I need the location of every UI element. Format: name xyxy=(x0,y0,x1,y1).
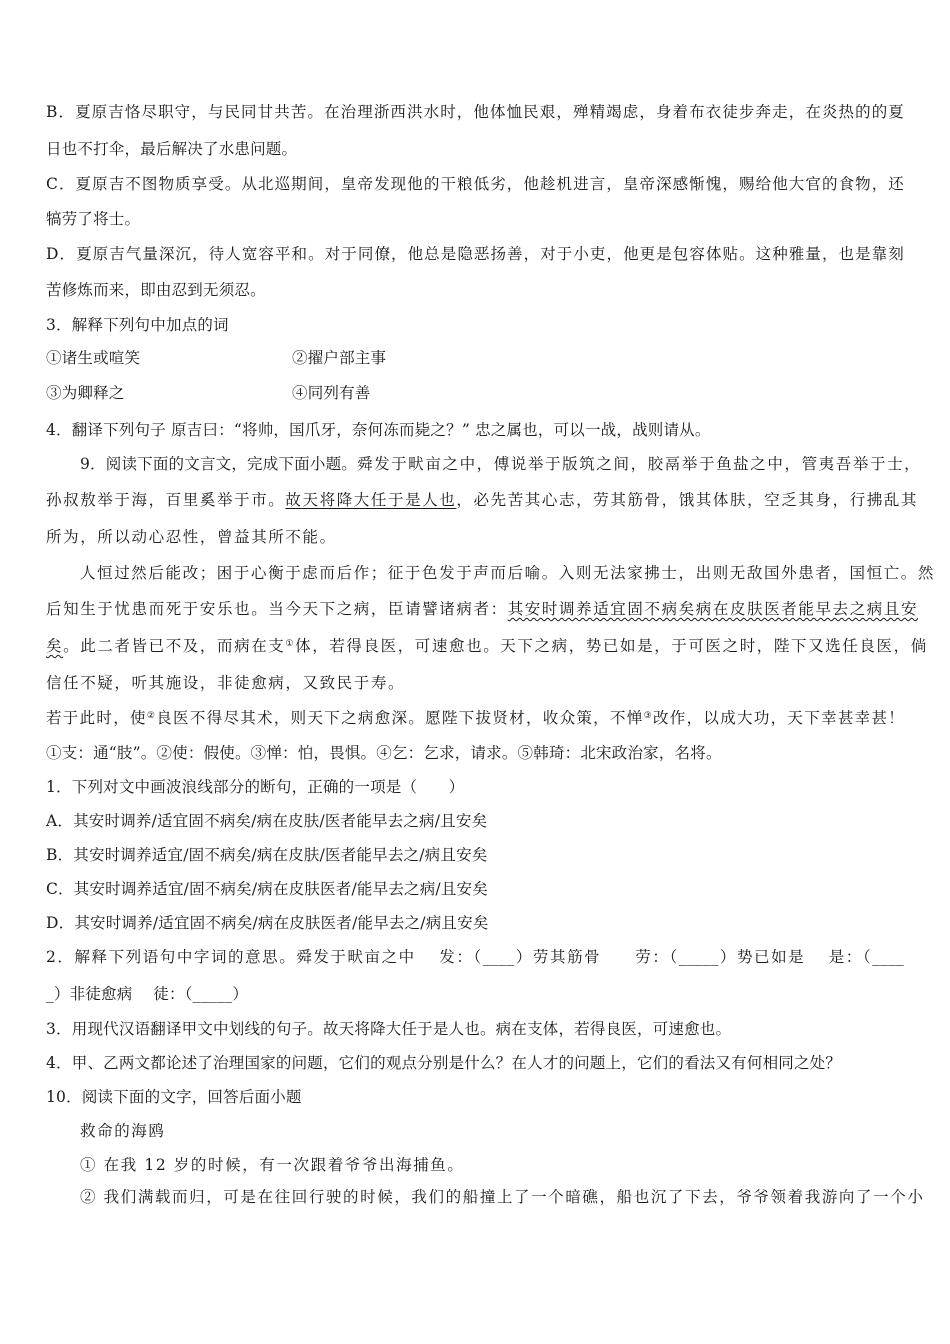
option-a: A．其安时调养/适宜固不病矣/病在皮肤/医者能早去之病/且安矣 xyxy=(46,812,488,830)
passage-a-text: 舜发于畎亩之中，傅说举于版筑之间，胶鬲举于鱼盐之中，管夷吾举于士， xyxy=(356,455,922,473)
article-paragraph-1: ① 在我 12 岁的时候，有一次跟着爷爷出海捕鱼。 xyxy=(80,1156,465,1174)
question-9-intro: 9．阅读下面的文言文，完成下面小题。 xyxy=(80,455,357,473)
wavy-underlined-text: 矣 xyxy=(46,637,64,655)
question-3-item-2: ②擢户部主事 xyxy=(292,349,387,367)
passage-b-line-5 xyxy=(46,708,904,728)
passage-a-line-3: 所为，所以动心忍性，曾益其所不能。 xyxy=(46,528,337,546)
passage-text: 若于此时，使 xyxy=(46,709,147,727)
article-paragraph-2: ② 我们满载而归，可是在往回行驶的时候，我们的船撞上了一个暗礁，船也沉了下去，爷爷领着我游向了一个小 xyxy=(80,1188,925,1206)
question-9-3: 3．用现代汉语翻译甲文中划线的句子。故天将降大任于是人也。病在支体，若得良医，可速愈也。 xyxy=(46,1020,732,1038)
passage-text: 体，若得良医，可速愈也。天下之病，势已如是，于可医之时，陛下又选任良医，倘 xyxy=(295,637,928,655)
option-d-line-2: 苦修炼而来，即由忍到无须忍。 xyxy=(46,281,266,299)
passage-text: 。此二者皆已不及，而病在支 xyxy=(63,637,286,655)
option-c: C．其安时调养适宜/固不病矣/病在皮肤医者/能早去之病/且安矣 xyxy=(46,880,488,898)
question-9-1-prompt: 1．下列对文中画波浪线部分的断句，正确的一项是（ ） xyxy=(46,778,465,796)
passage-text: 良医不得尽其术，则天下之病愈深。愿陛下拔贤材，收众策，不惮 xyxy=(156,709,644,727)
footnote-marker: ② xyxy=(146,711,157,721)
question-3-item-3: ③为卿释之 xyxy=(46,384,125,402)
question-3-prompt: 3．解释下列句中加点的词 xyxy=(46,316,229,334)
passage-text: 孙叔敖举于海，百里奚举于市。 xyxy=(46,491,286,509)
article-title: 救命的海鸥 xyxy=(80,1122,166,1140)
passage-text: 后知生于忧患而死于安乐也。当今天下之病，臣请譬诸病者： xyxy=(46,600,508,618)
passage-text: 改作，以成大功，天下幸甚幸甚！ xyxy=(652,709,904,727)
question-4-prompt: 4．翻译下列句子 原吉曰：“将帅，国爪牙，奈何冻而毙之？” 忠之属也，可以一战，战则请从。 xyxy=(46,421,711,439)
question-9-2-line-2: _）非徒愈病 徒：（_____） xyxy=(46,985,249,1003)
question-10-intro: 10．阅读下面的文字，回答后面小题 xyxy=(46,1088,302,1106)
passage-text: ，必先苦其心志，劳其筋骨，饿其体肤，空乏其身，行拂乱其 xyxy=(456,491,919,509)
question-9-line-1 xyxy=(80,454,922,474)
option-b-line-2: 日也不打伞，最后解决了水患问题。 xyxy=(46,140,298,158)
footnote-marker: ① xyxy=(285,639,296,649)
question-3-item-1: ①诸生或喧笑 xyxy=(46,349,141,367)
footnotes: ①支：通“肢”。②使：假使。③惮：怕，畏惧。④乞：乞求，请求。⑤韩琦：北宋政治家，名将。 xyxy=(46,744,722,762)
question-9-2-line-1: 2．解释下列语句中字词的意思。舜发于畎亩之中 发：（____）劳其筋骨 劳：（_____）势已如是 是：（____ xyxy=(46,948,904,966)
passage-b-line-1: 人恒过然后能改；困于心衡于虑而后作；征于色发于声而后喻。入则无法家拂士，出则无敌国外患者，国恒亡。然 xyxy=(80,564,936,582)
passage-a-line-2 xyxy=(46,490,919,510)
footnote-marker: ③ xyxy=(643,711,653,721)
underlined-sentence: 故天将降大任于是人也 xyxy=(285,491,457,509)
wavy-underlined-text: 其安时调养适宜固不病矣病在皮肤医者能早去之病且安 xyxy=(507,600,919,618)
question-3-item-4: ④同列有善 xyxy=(292,384,371,402)
question-9-4: 4．甲、乙两文都论述了治理国家的问题，它们的观点分别是什么？在人才的问题上，它们的看法又有何相同之处？ xyxy=(46,1054,842,1072)
passage-b-line-2 xyxy=(46,599,919,619)
option-b-line-1: B．夏原吉恪尽职守，与民同甘共苦。在治理浙西洪水时，他体恤民艰，殚精竭虑，身着布衣徒步奔走，在炎热的的夏 xyxy=(46,103,904,121)
passage-b-line-3 xyxy=(46,636,928,656)
option-b: B．其安时调养适宜/固不病矣/病在皮肤/医者能早去之/病且安矣 xyxy=(46,846,488,864)
option-d-line-1: D．夏原吉气量深沉，待人宽容平和。对于同僚，他总是隐恶扬善，对于小吏，他更是包容体贴。这种雅量，也是靠刻 xyxy=(46,245,904,263)
passage-b-line-4: 信任不疑，听其施设，非徒愈病，又致民于寿。 xyxy=(46,674,406,692)
option-c-line-2: 犒劳了将士。 xyxy=(46,210,141,228)
option-d: D．其安时调养/适宜固不病矣/病在皮肤医者/能早去之/病且安矣 xyxy=(46,914,489,932)
option-c-line-1: C．夏原吉不图物质享受。从北巡期间，皇帝发现他的干粮低劣，他趁机进言，皇帝深感惭愧，赐给他大官的食物，还 xyxy=(46,175,904,193)
